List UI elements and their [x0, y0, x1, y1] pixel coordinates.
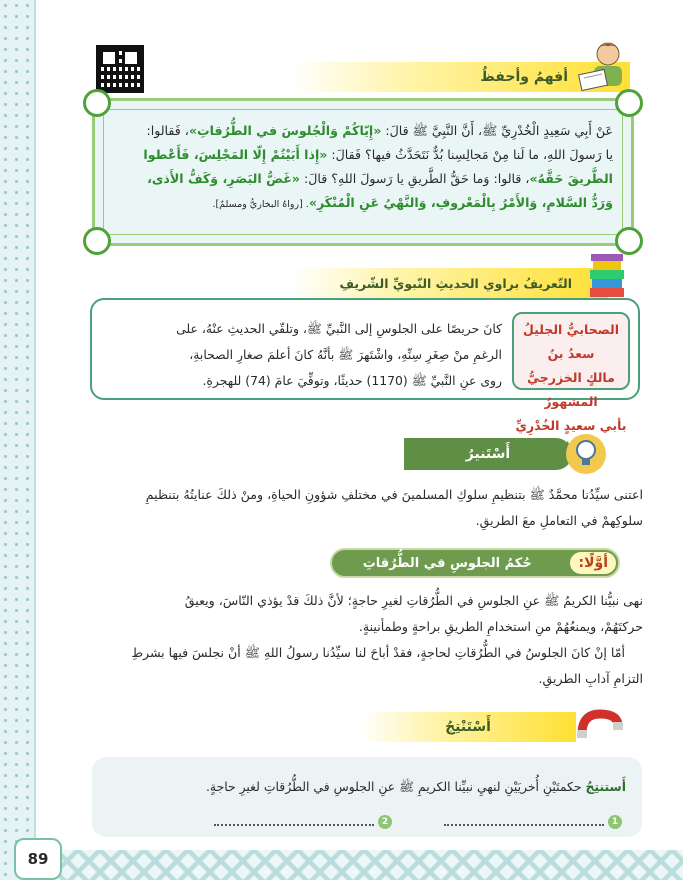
student-reading-icon	[574, 38, 630, 92]
hadith-quote: «إِيّاكُمْ وَالْجُلوسَ في الطُّرُقاتِ»	[188, 123, 382, 138]
subsection-number-badge: أوَّلًا:	[570, 552, 616, 574]
narrator-name-line: بأبي سعيدٍ الخُدْرِيِّ	[515, 418, 627, 433]
hadith-quote: الطَّريقَ حَقَّهُ»	[529, 171, 613, 186]
bottom-decorative-border	[34, 850, 683, 880]
exercise-prompt	[206, 779, 626, 798]
paragraph-line: التزامِ آدابِ الطريقِ.	[538, 671, 643, 686]
narrator-bio-line: الرغمِ منْ صِغَرِ سِنِّهِ، واشْتَهرَ ﷺ بأنَّهُ كانَ أعلمَ صغارِ الصحابةِ،	[189, 347, 502, 362]
qr-code	[96, 45, 144, 93]
magnet-icon	[574, 706, 624, 746]
exercise-prompt-text: حكمتَيْنِ أُخريَيْنِ لنهيِ نبيِّنا الكريمِ ﷺ عنِ الجلوسِ في الطُّرُقاتِ لغيرِ حاجةٍ.	[205, 779, 586, 794]
answer-field-1[interactable]	[444, 815, 622, 829]
narrator-name-line: الصحابيُّ الجليلُ سعدُ بنُ	[522, 322, 620, 361]
paragraph-line: أمّا إنْ كانَ الجلوسُ في الطُّرُقاتِ لحاجةٍ، فقدْ أباحَ لنا سيِّدُنا رسولُ اللهِ ﷺ أنْ نجلسَ فيها بشرطِ	[131, 645, 625, 660]
exercise-box	[92, 757, 642, 837]
hadith-line: عَنْ أَبِي سَعِيدٍ الْخُدْرِيِّ ﷺ، أَنَّ النَّبِيَّ ﷺ قالَ:	[381, 123, 613, 138]
section-title: أَسْتَنيرُ	[465, 446, 511, 462]
narrator-name-line: مالكٍ الخزرجيُّ المشهورُ	[527, 370, 615, 409]
frame-ornament-icon	[615, 227, 643, 255]
section-title: أَسْتَنْتِجُ	[445, 719, 491, 735]
page-number: 89	[14, 838, 62, 880]
section-header-conclude	[360, 712, 576, 742]
hadith-line: ، قالوا: وَما حَقُّ الطَّريقِ يا رَسولَ اللهِ؟ قالَ:	[300, 171, 530, 186]
hadith-quote: «إِذا أَبَيْتُمْ إِلّا المَجْلِسَ، فَأَعْطوا	[143, 147, 328, 162]
frame-ornament-icon	[615, 89, 643, 117]
section-header-narrator	[290, 268, 608, 298]
narrator-name-card	[512, 312, 630, 433]
answer-line[interactable]	[444, 818, 604, 826]
narrator-bio	[106, 316, 502, 394]
paragraph-line: نهى نبيُّنا الكريمُ ﷺ عنِ الجلوسِ في الطُّرُقاتِ لغيرِ حاجةٍ؛ لأنَّ ذلكَ قدْ يؤذي النّاسَ، ويعيقُ	[184, 593, 643, 608]
hadith-frame	[92, 98, 634, 246]
exercise-verb: أَستنتِجُ	[585, 779, 626, 794]
section-title: أفهمُ وأحفظُ	[480, 69, 568, 85]
answer-field-2[interactable]	[214, 815, 392, 829]
subsection-title: حُكمُ الجلوسِ في الطُّرُقاتِ	[362, 555, 532, 571]
answer-number-badge: 1	[608, 815, 622, 829]
section-title: التّعريفُ براوي الحديثِ النّبويِّ الشّريفِ	[339, 275, 572, 291]
answer-line[interactable]	[214, 818, 374, 826]
frame-ornament-icon	[83, 89, 111, 117]
books-stack-icon	[584, 252, 630, 300]
section-header-enlighten	[404, 438, 572, 470]
paragraph-line: سلوكِهمْ في التعاملِ معَ الطريقِ.	[475, 513, 643, 528]
intro-paragraph	[92, 482, 643, 534]
hadith-line: ، فَقالوا:	[146, 123, 189, 138]
left-decorative-border	[0, 0, 36, 880]
paragraph-line: حركتَهُمْ، ويمنعُهُمْ منِ استخدامِ الطريقِ براحةٍ وطمأنينةٍ.	[358, 619, 643, 634]
hadith-quote: «غَضُّ البَصَرِ، وَكَفُّ الأَذى،	[147, 171, 301, 186]
hadith-source: . [رواهُ البخاريُّ ومسلمٌ].	[212, 199, 309, 210]
lightbulb-icon	[566, 434, 606, 474]
narrator-info-box	[90, 298, 640, 433]
hadith-quote: وَرَدُّ السَّلامِ، وَالأَمْرُ بِالْمَعْروفِ، وَالنَّهْيُ عَنِ الْمُنْكَرِ»	[308, 195, 613, 210]
narrator-bio-line: روى عنِ النَّبيِّ ﷺ (1170) حديثًا، وتوفِّيَ عامَ (74) للهجرةِ.	[202, 373, 502, 388]
subsection-header-ruling	[330, 548, 620, 578]
frame-ornament-icon	[83, 227, 111, 255]
hadith-line: يا رَسولَ اللهِ، ما لَنا مِنْ مَجالِسِنا بُدٌّ نَتَحَدَّثُ فيها؟ فَقالَ:	[327, 147, 613, 162]
narrator-bio-line: كانَ حريصًا على الجلوسِ إلى النَّبيِّ ﷺ، وتلقّي الحديثِ عنْهُ، على	[176, 321, 502, 336]
paragraph-line: اعتنى سيِّدُنا محمَّدٌ ﷺ بتنظيمِ سلوكِ المسلمينَ في مختلفِ شؤونِ الحياةِ، ومنْ ذلكَ عنايتُهُ بتنظيمِ	[145, 487, 643, 502]
answer-number-badge: 2	[378, 815, 392, 829]
hadith-text	[115, 119, 613, 217]
ruling-paragraph	[92, 588, 643, 692]
